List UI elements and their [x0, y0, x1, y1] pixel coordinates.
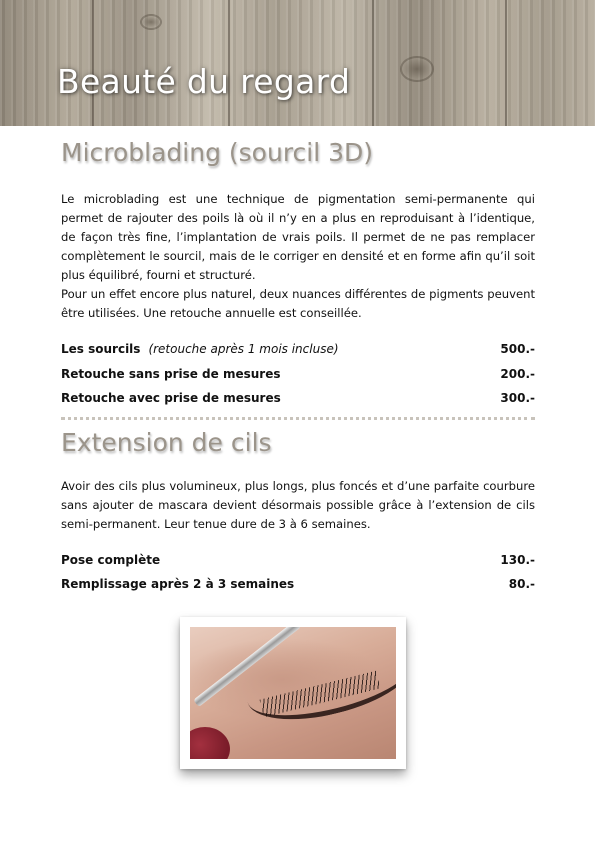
gloved-hand: [190, 727, 230, 759]
price-value: 130.-: [500, 553, 535, 567]
extension-title: Extension de cils: [61, 428, 272, 457]
price-row-retouche-sans: [61, 367, 535, 385]
extension-description: Avoir des cils plus volumineux, plus longs, plus foncés et d’une parfaite courbure sans ajouter de mascara devient désormais possible grâce à l’extension de cils semi-permanent. Leur tenue dure de 3 à 6 semaines.: [61, 479, 535, 531]
eyelash-extension-photo: [190, 627, 396, 759]
wood-plank-seam: [372, 0, 374, 126]
microblading-title: Microblading (sourcil 3D): [61, 138, 374, 167]
price-value: 500.-: [500, 342, 535, 356]
price-row-retouche-avec: [61, 391, 535, 409]
wood-knot: [140, 14, 162, 30]
price-value: 200.-: [500, 367, 535, 381]
microblading-paragraph-2: Pour un effet encore plus naturel, deux nuances différentes de pigments peuvent être utilisées. Une retouche annuelle est conseillée.: [61, 287, 535, 320]
wood-header-banner: [0, 0, 595, 126]
eyelash-photo-frame: [180, 617, 406, 769]
price-label: Pose complète: [61, 553, 161, 567]
price-label: Retouche sans prise de mesures: [61, 367, 281, 381]
price-row-remplissage: [61, 577, 535, 595]
dotted-divider: [61, 417, 535, 420]
price-label: Les sourcils: [61, 342, 141, 356]
price-label: Retouche avec prise de mesures: [61, 391, 281, 405]
price-label: Remplissage après 2 à 3 semaines: [61, 577, 295, 591]
price-row-sourcils: [61, 342, 535, 360]
price-value: 80.-: [508, 577, 535, 591]
microblading-description: [61, 190, 535, 323]
microblading-paragraph-1: Le microblading est une technique de pigmentation semi-permanente qui permet de rajouter des poils là où il n’y en a plus en reproduisant à l’identique, de façon très fine, l’implantation de vrais poils. Il permet de ne pas remplacer complètement le sourcil, mais de le corriger en densité et en forme afin qu’il soit plus équilibré, fourni et structuré.: [61, 192, 535, 282]
price-row-pose-complete: [61, 553, 535, 571]
wood-knot: [400, 56, 434, 82]
page-title: Beauté du regard: [57, 62, 351, 101]
price-note: (retouche après 1 mois incluse): [148, 342, 339, 356]
price-value: 300.-: [500, 391, 535, 405]
wood-plank-seam: [505, 0, 507, 126]
